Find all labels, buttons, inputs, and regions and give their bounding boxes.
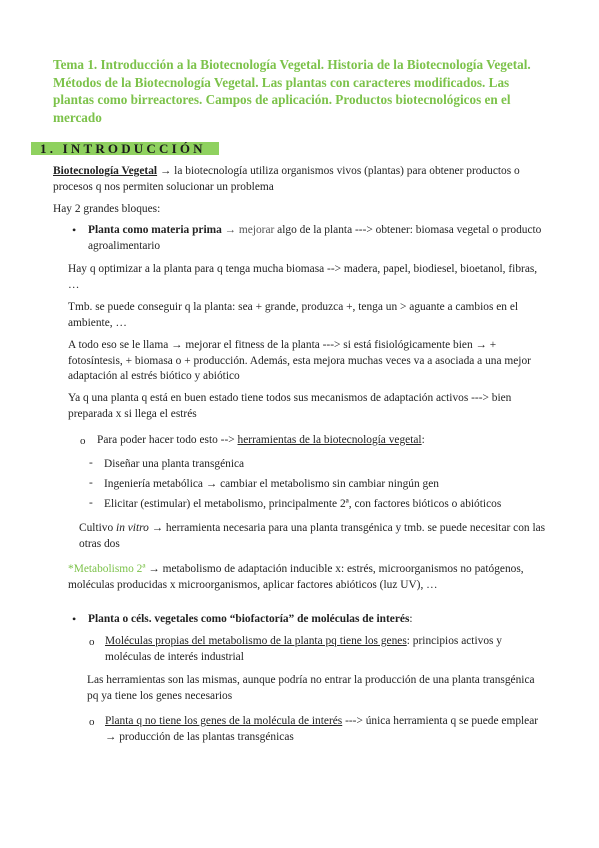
herramientas-paragraph: Las herramientas son las mismas, aunque podría no entrar la producción de una planta transgénica pq ya tiene los genes necesarios [87, 674, 535, 702]
section-heading [31, 142, 231, 156]
metabolismo-text: → metabolismo de adaptación inducible x: estrés, microorganismos no patógenos, moléculas producidas x microorganismos, aplicar factores abióticos (luz UV), … [68, 563, 524, 591]
moleculas-propias-paragraph [105, 634, 550, 665]
sin-genes-text: ---> única herramienta q se puede emplear → producción de las plantas transgénicas [105, 715, 539, 743]
paragraph-estres: Ya q una planta q está en buen estado tiene todos sus mecanismos de adaptación activos ---> bien preparada x si llega el estrés [68, 392, 512, 420]
block1-term: Planta como materia prima [88, 224, 222, 236]
block1-text: algo de la planta ---> obtener: biomasa vegetal o producto agroalimentario [88, 224, 542, 252]
dash-icon: - [89, 457, 93, 469]
metabolismo-label: *Metabolismo 2ª [68, 563, 146, 575]
bullet-icon: • [72, 612, 77, 626]
blocks-intro: Hay 2 grandes bloques: [53, 203, 161, 215]
cultivo-text: → herramienta necesaria para una planta transgénica y tmb. se puede necesitar con las otras dos [79, 522, 546, 550]
block2-post: : [409, 613, 413, 625]
cultivo-paragraph [79, 521, 549, 552]
sin-genes-paragraph [105, 714, 550, 745]
cultivo-italic: in vitro [116, 522, 149, 534]
circle-bullet-icon: o [89, 636, 95, 648]
dash-item: Ingeniería metabólica → cambiar el metabolismo sin cambiar ningún gen [104, 478, 439, 490]
intro-term: Biotecnología Vegetal [53, 165, 158, 177]
block1-paragraph [88, 223, 548, 254]
intro-text: → la biotecnología utiliza organismos vivos (plantas) para obtener productos o procesos q nos permiten solucionar un problema [53, 165, 520, 193]
paragraph-fitness: A todo eso se le llama → mejorar el fitness de la planta ---> si está fisiológicamente bien → + fotosíntesis, + biomasa o + producción. Además, esta mejora muchas veces va a asociada a una mejor adaptación al estrés biótico y abiótico [68, 339, 531, 383]
intro-paragraph [53, 164, 553, 195]
section-title: 1. INTRODUCCIÓN [40, 141, 206, 156]
circle-bullet-icon: o [89, 716, 95, 728]
dash-item: Elicitar (estimular) el metabolismo, principalmente 2ª, con factores bióticos o abióticos [104, 498, 502, 510]
tools-paragraph [97, 433, 547, 449]
cultivo-pre: Cultivo [79, 522, 117, 534]
moleculas-propias-link: Moléculas propias del metabolismo de la planta pq tiene los genes [105, 635, 407, 647]
tools-pre: Para poder hacer todo esto --> [97, 434, 238, 446]
sin-genes-link: Planta q no tiene los genes de la molécula de interés [105, 715, 343, 727]
document-title: Tema 1. Introducción a la Biotecnología Vegetal. Historia de la Biotecnología Vegetal. Métodos de la Biotecnología Vegetal. Las plantas con caracteres modificados. Las plantas como birreactores. Campos de aplicación. Productos biotecnológicos en el mercado [53, 57, 531, 125]
tools-post: : [421, 434, 425, 446]
block1-arrow: → mejorar [221, 224, 275, 236]
block2-term: Planta o céls. vegetales como “biofactoría” de moléculas de interés [88, 613, 410, 625]
tools-link: herramientas de la biotecnología vegetal [237, 434, 422, 446]
circle-bullet-icon: o [80, 435, 86, 447]
paragraph-optimizar: Hay q optimizar a la planta para q tenga mucha biomasa --> madera, papel, biodiesel, bioetanol, fibras, … [68, 263, 538, 291]
moleculas-propias-text: : principios activos y moléculas de interés industrial [105, 635, 503, 663]
bullet-icon: • [72, 223, 77, 237]
dash-item: Diseñar una planta transgénica [104, 458, 245, 470]
paragraph-tmb: Tmb. se puede conseguir q la planta: sea + grande, produzca +, tenga un > aguante a cambios en el ambiente, … [68, 301, 519, 329]
dash-icon: - [89, 477, 93, 489]
metabolismo-paragraph [68, 562, 548, 593]
block2-paragraph [88, 612, 548, 628]
dash-icon: - [89, 497, 93, 509]
